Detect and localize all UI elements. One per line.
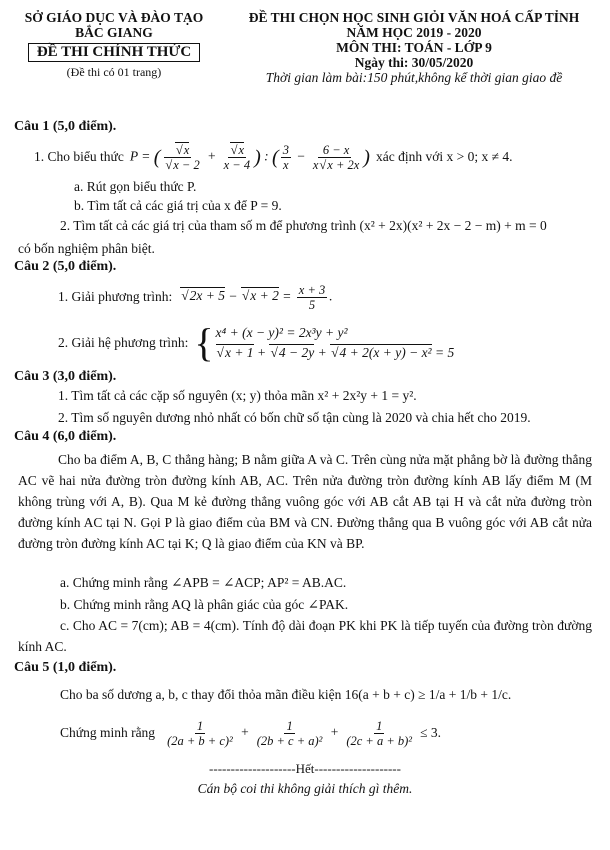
department: SỞ GIÁO DỤC VÀ ĐÀO TẠO — [24, 10, 204, 25]
header-right — [228, 10, 600, 85]
q5-prove-lead: Chứng minh rằng — [60, 725, 156, 740]
province: BẮC GIANG — [75, 25, 153, 40]
q5-prove-tail: ≤ 3. — [420, 725, 441, 740]
q4-b: b. Chứng minh rằng AQ là phân giác của góc ∠PAK. — [60, 597, 349, 612]
q1-a: a. Rút gọn biểu thức P. — [74, 179, 197, 194]
subject: MÔN THI: TOÁN - LỚP 9 — [336, 40, 492, 55]
end-marker: --------------------Hết-------------------- — [209, 761, 401, 776]
q3-title: Câu 3 (3,0 điểm). — [14, 369, 117, 384]
exam-date: Ngày thi: 30/05/2020 — [354, 55, 474, 70]
q4-body: Cho ba điểm A, B, C thẳng hàng; B nằm giữa A và C. Trên cùng nửa mặt phẳng bờ là đường thẳng AC vẽ hai nửa đường tròn đường kính AB, AC. Trên nửa đường tròn đường kính AB lấy điểm M (M không trùng với A, B). Qua M kẻ đường thẳng vuông góc với AB cắt AB tại H và cắt nửa đường tròn đường kính AC tại N. Gọi P là giao điểm của BM và CN. Đường thẳng qua B vuông góc với AB cắt nửa đường tròn đường kính AC tại K; Q là giao điểm của KN và BP. — [18, 452, 592, 551]
q2-sys-line2: √ x + 1 + √ 4 − 2y + √ 4 + 2(x + y) − x² = 5 — [216, 343, 455, 363]
q1-p1-condition: xác định với x > 0; x ≠ 4. — [375, 149, 513, 164]
q2-system — [216, 323, 455, 363]
header-left — [14, 10, 214, 80]
q4-a: a. Chứng minh rằng ∠APB = ∠ACP; AP² = AB.AC. — [60, 575, 347, 590]
q1-p1-lead: 1. Cho biểu thức — [34, 149, 124, 164]
q5-given: Cho ba số dương a, b, c thay đổi thỏa mãn điều kiện 16(a + b + c) ≥ 1/a + 1/b + 1/c. — [60, 687, 512, 702]
footer-note: Cán bộ coi thi không giải thích gì thêm. — [197, 781, 413, 796]
q2-sys-line1: x⁴ + (x − y)² = 2x³y + y² — [215, 325, 348, 340]
exam-title: ĐỀ THI CHỌN HỌC SINH GIỎI VĂN HOÁ CẤP TỈNH — [248, 10, 580, 25]
q3-p1: 1. Tìm tất cả các cặp số nguyên (x; y) thỏa mãn x² + 2x²y + 1 = y². — [58, 388, 417, 403]
q1-p2: 2. Tìm tất cả các giá trị của tham số m để phương trình (x² + 2x)(x² + 2x − 2 − m) + m = 0 — [60, 218, 547, 233]
q2-equation: √ 2x + 5 − √ x + 2 = $\frac{x + 3}{5}$ . — [180, 283, 332, 312]
q3-p2: 2. Tìm số nguyên dương nhỏ nhất có bốn chữ số tận cùng là 2020 và chia hết cho 2019. — [58, 410, 531, 425]
school-year: NĂM HỌC 2019 - 2020 — [346, 25, 482, 40]
q4-c: c. Cho AC = 7(cm); AB = 4(cm). Tính độ dài đoạn PK khi PK là tiếp tuyến của đường tròn đường kính AC. — [18, 618, 592, 654]
official-label: ĐỀ THI CHÍNH THỨC — [28, 43, 200, 62]
q5-title: Câu 5 (1,0 điểm). — [14, 660, 117, 675]
pages-note: (Đề thi có 01 trang) — [66, 65, 162, 79]
q5-prove — [60, 714, 441, 752]
q1-p2-cont: có bốn nghiệm phân biệt. — [18, 241, 155, 256]
q5-inequality: $\frac{1}{\text{(2a + b + c)²}}$ + $\frac{1}{\text{(2b + c + a)²}}$ + $\frac{1}{\text{(2c + a + b)²}}$ — [167, 718, 413, 748]
q1-b: b. Tìm tất cả các giá trị của x để P = 9. — [74, 198, 282, 213]
q2-p1-lead: 1. Giải phương trình: — [58, 289, 173, 304]
q2-p2-lead: 2. Giải hệ phương trình: — [58, 335, 189, 350]
q2-part1 — [58, 280, 333, 314]
duration: Thời gian làm bài:150 phút,không kể thời gian giao đề — [265, 70, 563, 85]
q2-part2 — [58, 322, 454, 364]
q1-formula: P = ( √ x √ x − 2 + √ $\frac{x}{x - 4}$ ) : ( $\frac{3}{x}$ − $\frac{6 - x}{x√ x + 2x}$ ) — [130, 143, 370, 172]
q4-title: Câu 4 (6,0 điểm). — [14, 429, 117, 444]
q2-title: Câu 2 (5,0 điểm). — [14, 259, 117, 274]
q1-part1 — [34, 140, 513, 174]
system-brace: { — [194, 320, 214, 365]
q1-title: Câu 1 (5,0 điểm). — [14, 119, 117, 134]
